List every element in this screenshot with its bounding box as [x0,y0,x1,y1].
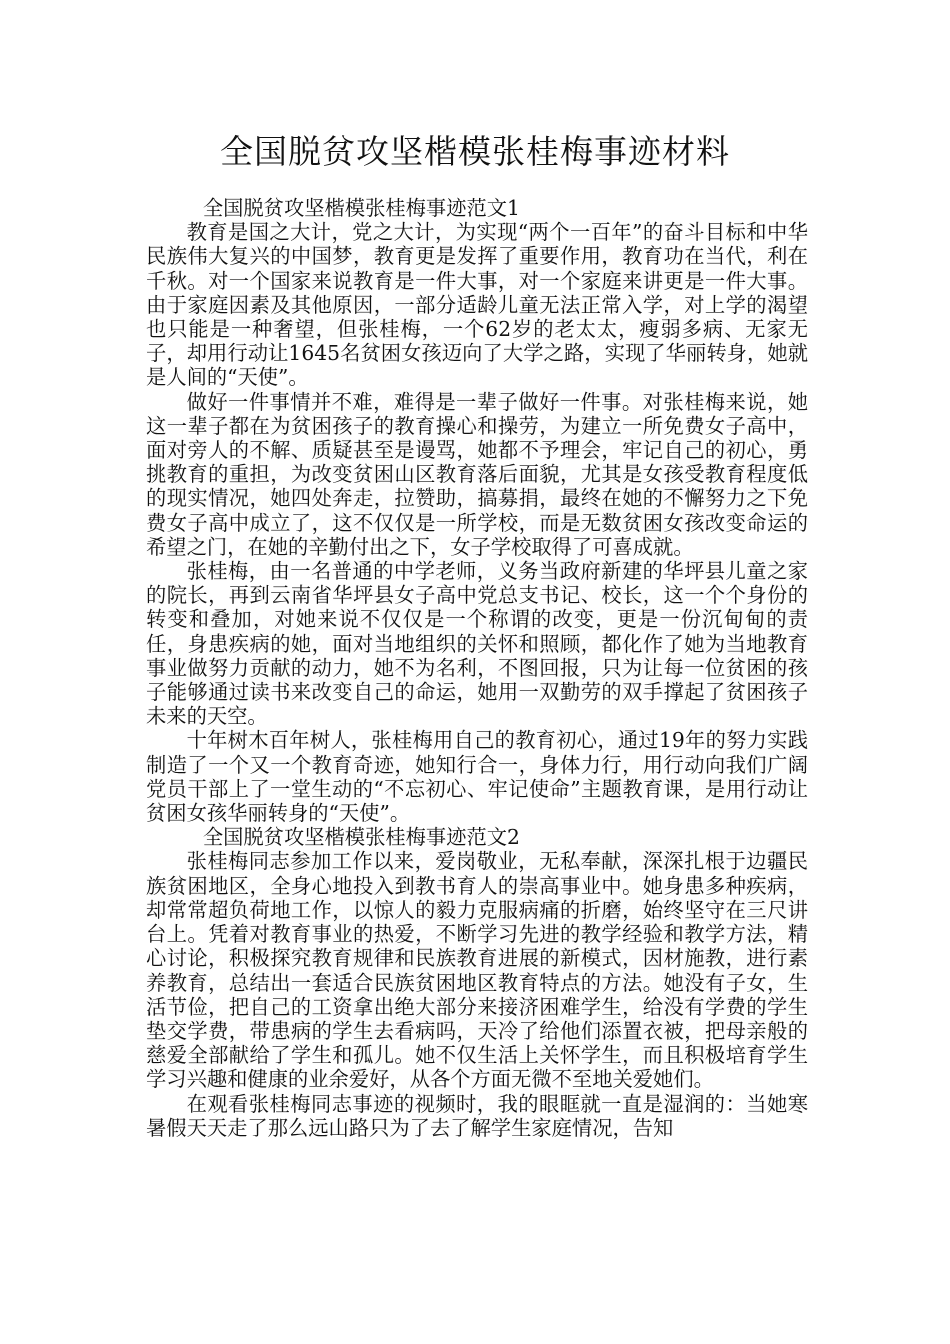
document-title: 全国脱贫攻坚楷模张桂梅事迹材料 [220,132,730,171]
section-heading: 全国脱贫攻坚楷模张桂梅事迹范文2 [202,825,520,850]
paragraph: 教育是国之大计，党之大计，为实现“两个一百年”的奋斗目标和中华民族伟大复兴的中国梦，教育更是发挥了重要作用，教育功在当代，利在千秋。对一个国家来说教育是一件大事，对一个家庭来讲更是一件大事。由于家庭因素及其他原因，一部分适龄儿童无法正常入学，对上学的渴望也只能是一种奢望，但张桂梅，一个62岁的老太太，瘦弱多病、无家无子，却用行动让1645名贫困女孩迈向了大学之路，实现了华丽转身，她就是人间的“天使”。 [146,220,808,390]
paragraph: 做好一件事情并不难，难得是一辈子做好一件事。对张桂梅来说，她这一辈子都在为贫困孩子的教育操心和操劳，为建立一所免费女子高中，面对旁人的不解、质疑甚至是谩骂，她都不予理会，牢记自己的初心，勇挑教育的重担，为改变贫困山区教育落后面貌，尤其是女孩受教育程度低的现实情况，她四处奔走，拉赞助，搞募捐，最终在她的不懈努力之下免费女子高中成立了，这不仅仅是一所学校，而是无数贫困女孩改变命运的希望之门，在她的辛勤付出之下，女子学校取得了可喜成就。 [146,389,808,559]
paragraph: 张桂梅，由一名普通的中学老师，义务当政府新建的华坪县儿童之家的院长，再到云南省华坪县女子高中党总支书记、校长，这一个个身份的转变和叠加，对她来说不仅仅是一个称谓的改变，更是一份沉甸甸的责任，身患疾病的她，面对当地组织的关怀和照顾，都化作了她为当地教育事业做努力贡献的动力，她不为名利，不图回报，只为让每一位贫困的孩子能够通过读书来改变自己的命运，她用一双勤劳的双手撑起了贫困孩子未来的天空。 [146,559,808,729]
document-body [146,196,808,1236]
paragraph: 在观看张桂梅同志事迹的视频时，我的眼眶就一直是湿润的：当她寒暑假天天走了那么远山路只为了去了解学生家庭情况，告知 [146,1091,808,1140]
section-heading: 全国脱贫攻坚楷模张桂梅事迹范文1 [202,196,520,220]
paragraph: 张桂梅同志参加工作以来，爱岗敬业，无私奉献，深深扎根于边疆民族贫困地区，全身心地投入到教书育人的崇高事业中。她身患多种疾病，却常常超负荷地工作，以惊人的毅力克服病痛的折磨，始终坚守在三尺讲台上。凭着对教育事业的热爱，不断学习先进的教学经验和教学方法，精心讨论，积极探究教育规律和民族教育进展的新模式，因材施教，进行素养教育，总结出一套适合民族贫困地区教育特点的方法。她没有子女，生活节俭，把自己的工资拿出绝大部分来接济困难学生，给没有学费的学生垫交学费，带患病的学生去看病吗，天冷了给他们添置衣被，把母亲般的慈爱全部献给了学生和孤儿。她不仅生活上关怀学生，而且积极培育学生学习兴趣和健康的业余爱好，从各个方面无微不至地关爱她们。 [146,849,808,1092]
paragraph: 十年树木百年树人，张桂梅用自己的教育初心，通过19年的努力实践制造了一个又一个教育奇迹，她知行合一，身体力行，用行动向我们广阔党员干部上了一堂生动的“不忘初心、牢记使命”主题教育课，是用行动让贫困女孩华丽转身的“天使”。 [146,728,808,826]
